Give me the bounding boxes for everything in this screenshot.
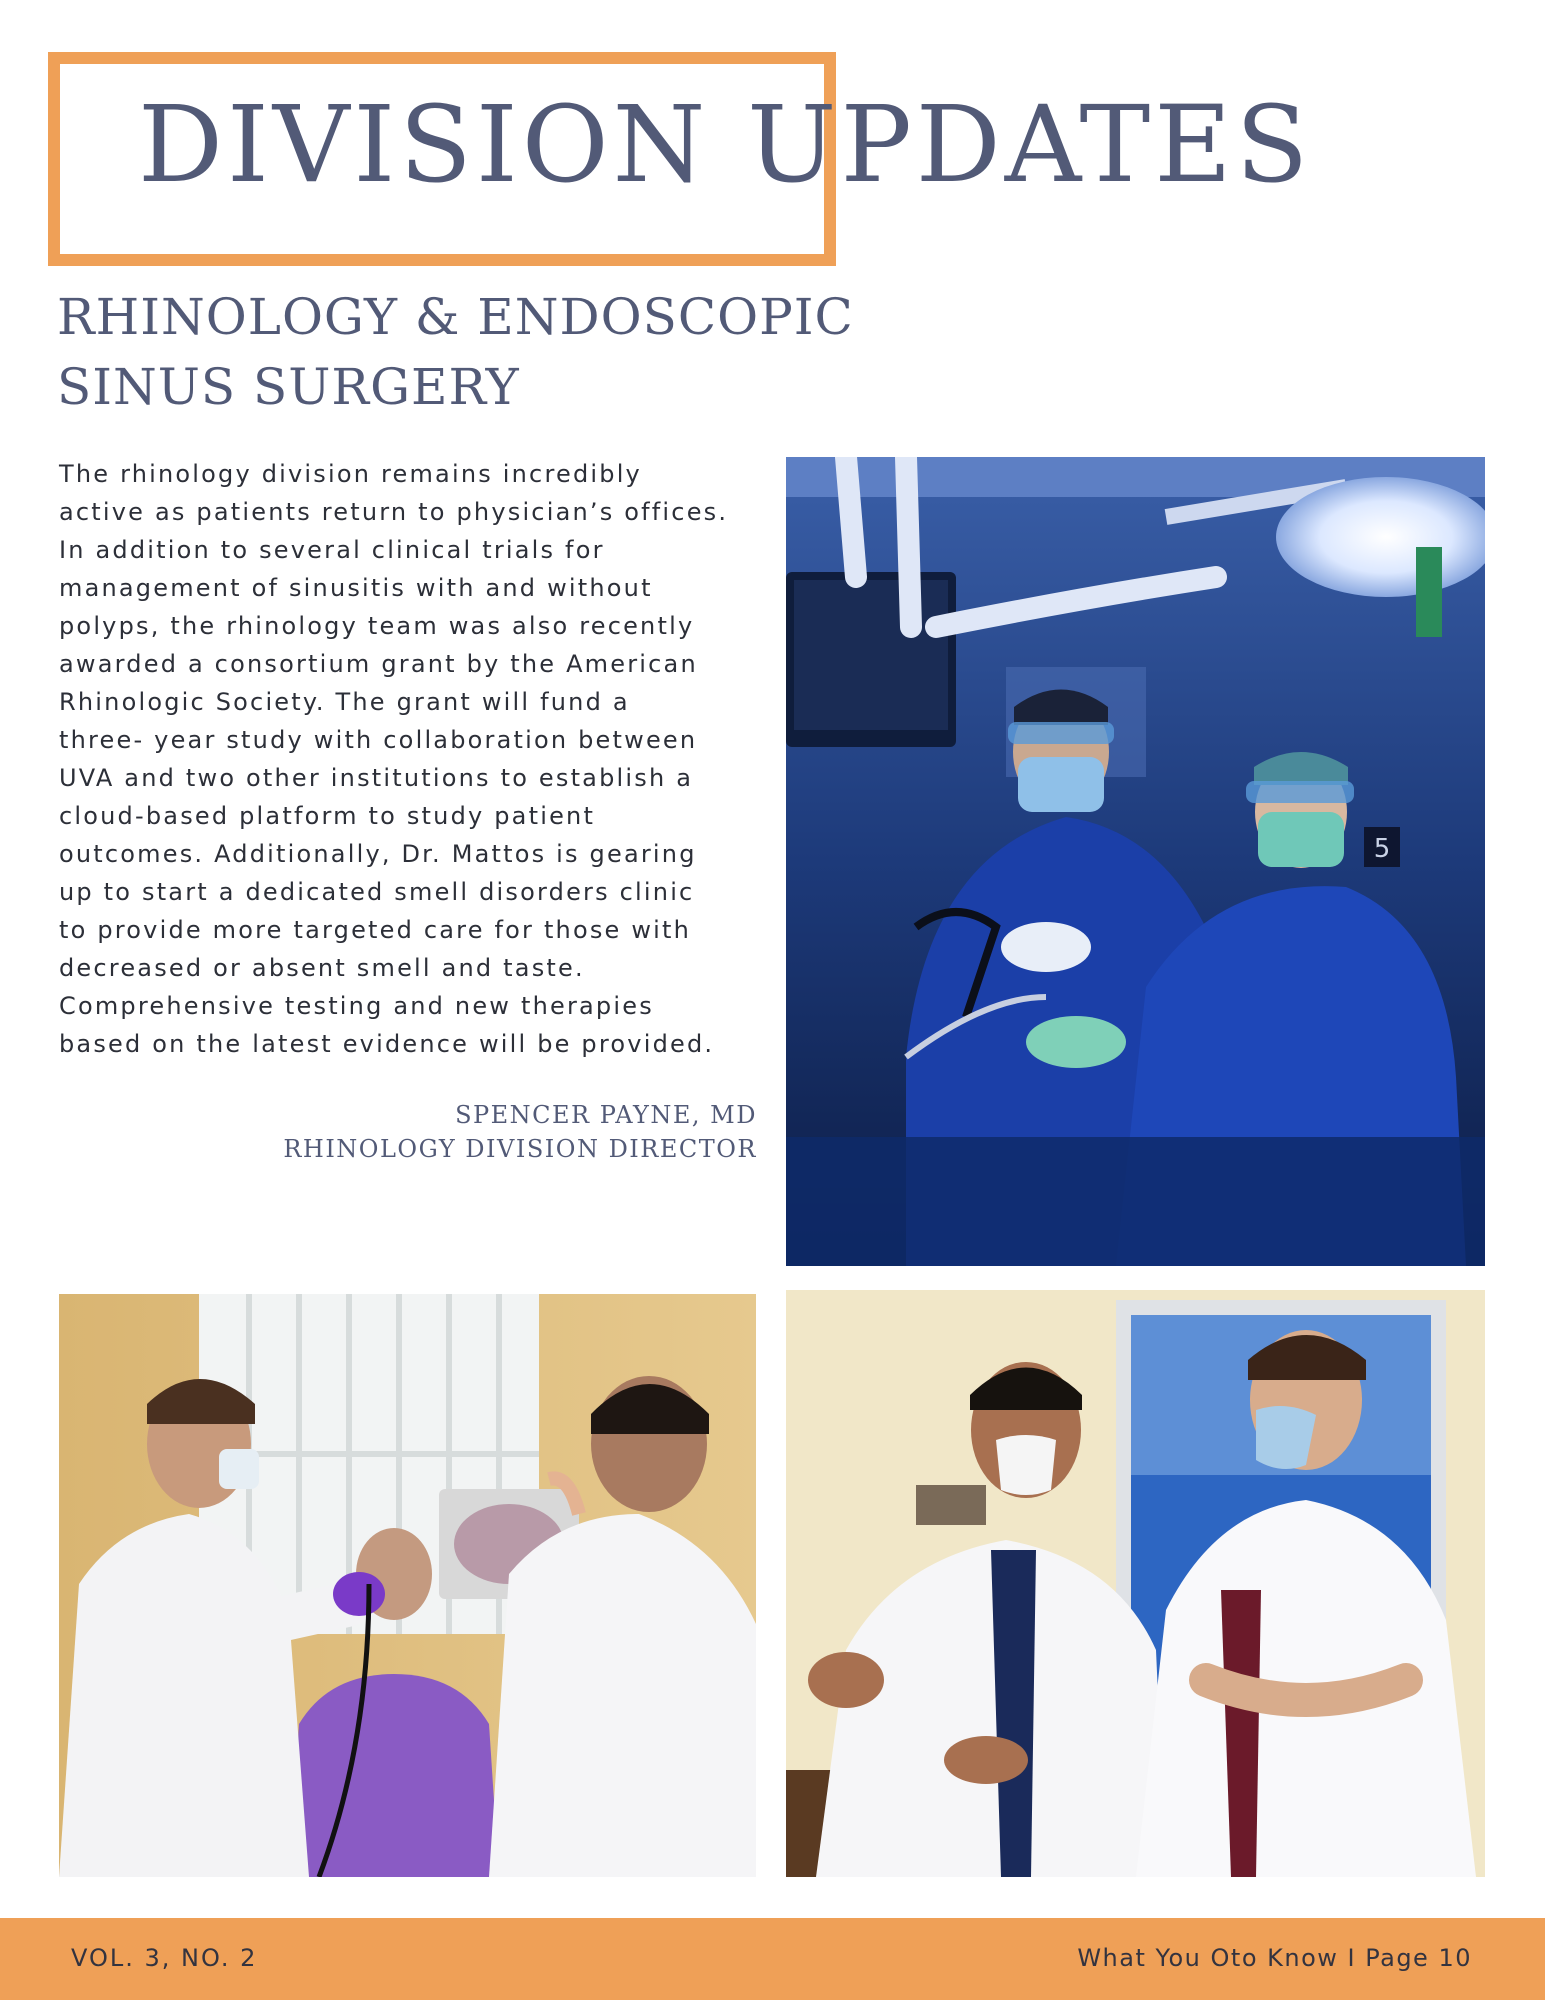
author-name: SPENCER PAYNE, MD: [455, 1101, 757, 1129]
or-room-number: 5: [1373, 834, 1391, 864]
author-title: RHINOLOGY DIVISION DIRECTOR: [283, 1135, 757, 1163]
section-heading-line: RHINOLOGY & ENDOSCOPIC: [57, 288, 854, 346]
section-heading: [57, 282, 854, 422]
article-line: outcomes. Additionally, Dr. Mattos is gearing: [59, 840, 697, 868]
article-line: The rhinology division remains incredibly: [59, 460, 642, 488]
issue-label: VOL. 3, NO. 2: [71, 1944, 258, 1972]
page-title: DIVISION UPDATES: [138, 83, 1313, 206]
article-line: polyps, the rhinology team was also recently: [59, 612, 695, 640]
article-line: based on the latest evidence will be provided.: [59, 1030, 715, 1058]
article-line: In addition to several clinical trials for: [59, 536, 605, 564]
clinic-exam-photo: [59, 1294, 756, 1877]
article-line: to provide more targeted care for those with: [59, 916, 692, 944]
page-footer: [0, 1918, 1545, 2000]
page-number-label: What You Oto Know I Page 10: [1077, 1944, 1472, 1972]
physicians-photo: [786, 1290, 1485, 1877]
article-line: decreased or absent smell and taste.: [59, 954, 585, 982]
article-line: Rhinologic Society. The grant will fund a: [59, 688, 630, 716]
article-line: active as patients return to physician’s offices.: [59, 498, 729, 526]
article-body: [59, 455, 759, 1063]
article-line: up to start a dedicated smell disorders clinic: [59, 878, 695, 906]
article-line: awarded a consortium grant by the American: [59, 650, 698, 678]
article-line: UVA and two other institutions to establish a: [59, 764, 694, 792]
article-line: three- year study with collaboration between: [59, 726, 698, 754]
article-line: management of sinusitis with and without: [59, 574, 653, 602]
article-line: cloud-based platform to study patient: [59, 802, 596, 830]
author-signature: [283, 1098, 757, 1166]
section-heading-line: SINUS SURGERY: [57, 358, 520, 416]
article-line: Comprehensive testing and new therapies: [59, 992, 654, 1020]
operating-room-photo: [786, 457, 1485, 1266]
